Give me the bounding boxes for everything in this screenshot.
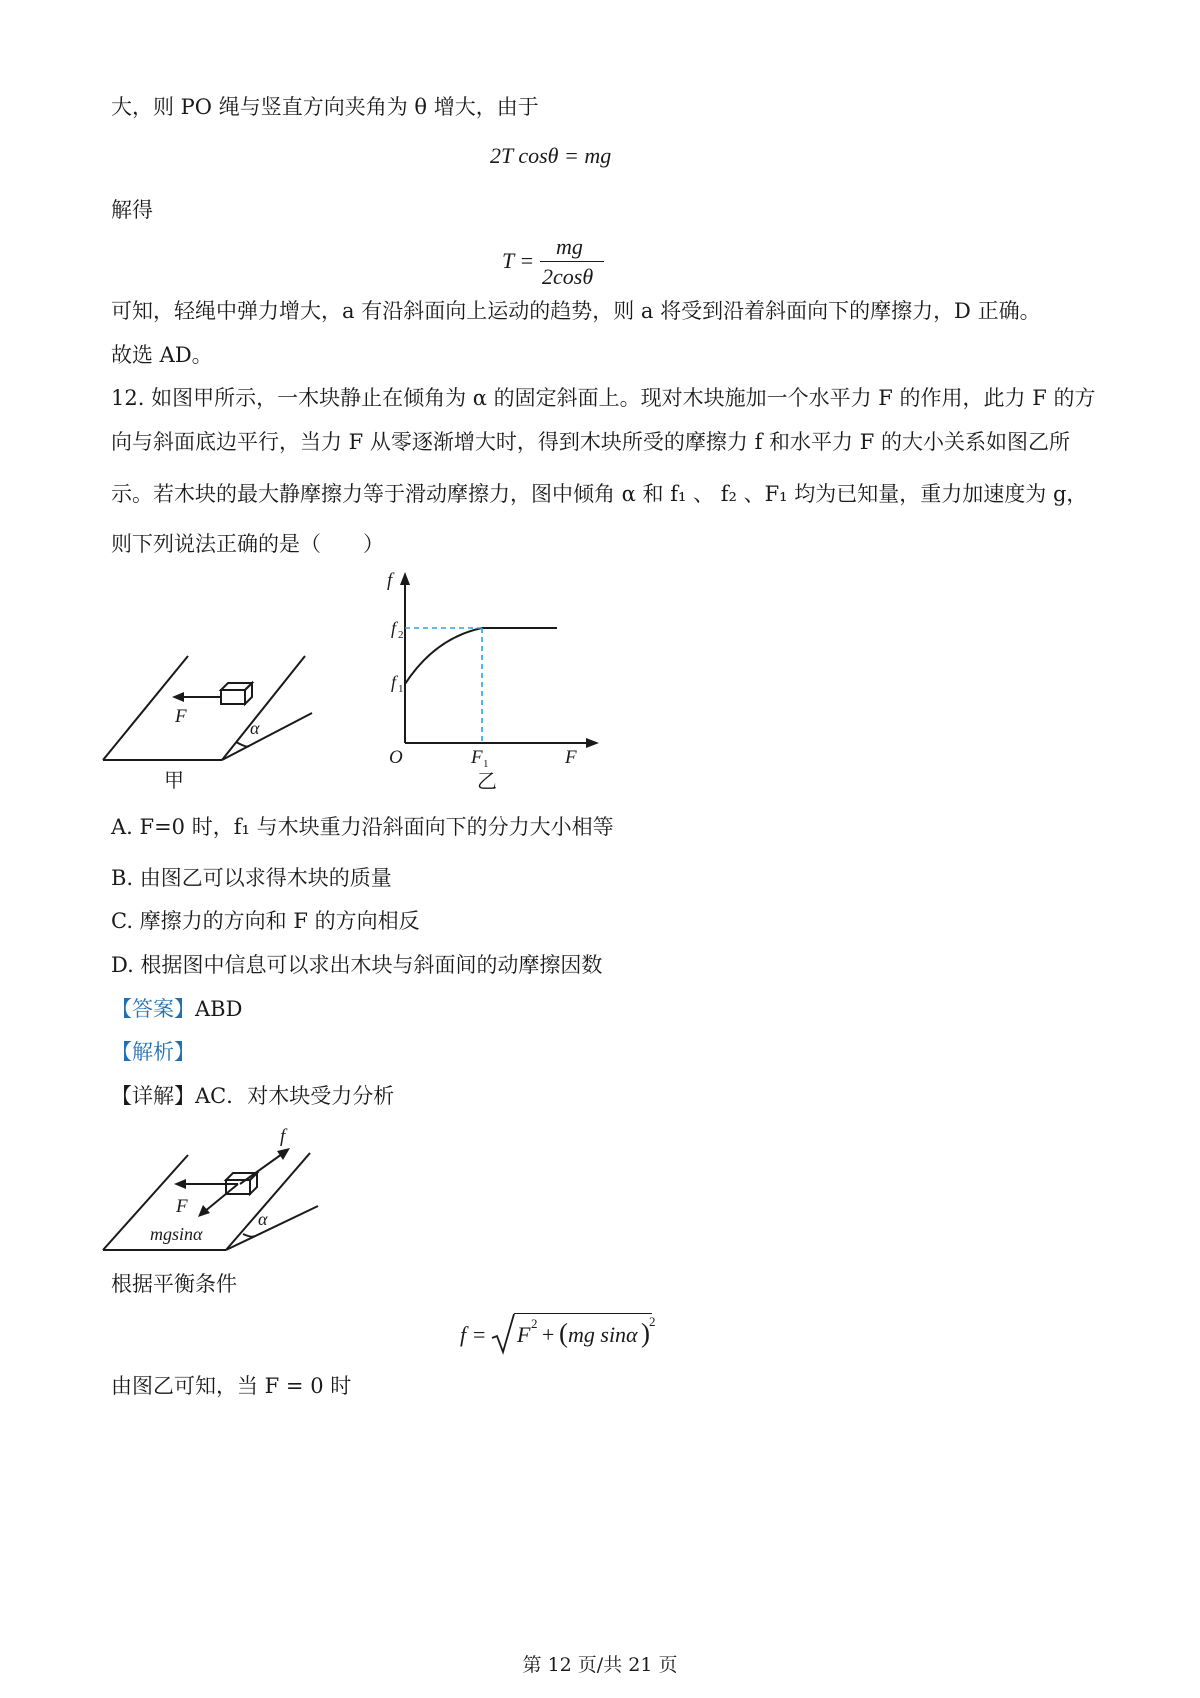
answer-tag: 【答案】 xyxy=(111,997,195,1021)
y-axis-label: f xyxy=(387,570,393,591)
force-F-arrowhead xyxy=(174,1179,186,1189)
figure-jia xyxy=(100,640,340,805)
analysis-tag: 【解析】 xyxy=(111,1040,195,1064)
angle-arc xyxy=(236,742,249,747)
angle-label: α xyxy=(250,718,260,738)
option-b: B. 由图乙可以求得木块的质量 xyxy=(111,866,392,890)
question-line: 则下列说法正确的是（ ） xyxy=(111,532,384,556)
f1-tick-sub: 1 xyxy=(398,683,404,695)
ground-line xyxy=(222,713,312,760)
figure-caption-jia: 甲 xyxy=(164,770,184,792)
eq-open-paren: ( xyxy=(559,1318,568,1348)
eq-paren-exponent: 2 xyxy=(649,1314,656,1329)
eq-plus: + xyxy=(542,1322,555,1347)
friction-label: f xyxy=(280,1126,286,1147)
question-line: 向与斜面底边平行，当力 F 从零逐渐增大时，得到木块所受的摩擦力 f 和水平力 F 的大小关系如图乙所 xyxy=(111,430,1070,454)
sqrt-bar xyxy=(514,1313,652,1314)
eq-F-exponent: 2 xyxy=(531,1316,538,1331)
question-line: 12. 如图甲所示，一木块静止在倾角为 α 的固定斜面上。现对木块施加一个水平力 F 的作用，此力 F 的方 xyxy=(111,386,1096,410)
analysis-line xyxy=(111,1038,195,1066)
prev-solution-line: 大，则 PO 绳与竖直方向夹角为 θ 增大，由于 xyxy=(111,95,539,119)
figure-caption-yi: 乙 xyxy=(477,771,497,793)
option-c: C. 摩擦力的方向和 F 的方向相反 xyxy=(111,909,420,933)
fraction-bar xyxy=(540,261,604,262)
option-a: A. F=0 时，f₁ 与木块重力沿斜面向下的分力大小相等 xyxy=(111,815,614,839)
prev-choice: 故选 AD。 xyxy=(111,343,213,367)
wood-block xyxy=(221,683,252,704)
x-arrowhead xyxy=(586,738,599,748)
eq-F: F xyxy=(517,1322,531,1347)
gravity-component-arrowhead xyxy=(198,1205,210,1217)
equation-tension-balance: 2T cosθ = mg xyxy=(490,143,612,168)
F1-tick-label: F xyxy=(471,747,483,768)
f1-tick-label: f xyxy=(391,672,397,692)
x-axis-label: F xyxy=(565,747,577,768)
detail-tag: 【详解】 xyxy=(111,1084,195,1108)
eq-f: f = xyxy=(460,1322,487,1347)
friction-arrowhead xyxy=(277,1148,290,1160)
F1-tick-sub: 1 xyxy=(483,758,489,770)
detail-text: AC．对木块受力分析 xyxy=(195,1084,395,1108)
answer-line xyxy=(111,995,242,1023)
eq-mgsin: mg sinα xyxy=(568,1322,638,1347)
equation-friction xyxy=(460,1312,700,1356)
gravity-component-label: mgsinα xyxy=(150,1224,203,1244)
solve-label: 解得 xyxy=(111,198,153,222)
figure-yi xyxy=(385,568,625,808)
force-arrowhead xyxy=(172,692,184,702)
force-diagram xyxy=(100,1120,340,1260)
eq-numerator: mg xyxy=(556,234,583,259)
detail-line xyxy=(111,1082,394,1110)
incline-right-edge xyxy=(226,1153,310,1250)
question-line: 示。若木块的最大静摩擦力等于滑动摩擦力，图中倾角 α 和 f₁ 、 f₂ 、F₁ 均为已知量，重力加速度为 g， xyxy=(111,482,1088,506)
angle-arc xyxy=(243,1234,254,1237)
friction-curve xyxy=(405,628,557,684)
friction-arrow xyxy=(240,1154,282,1184)
eq-close-paren: ) xyxy=(641,1318,650,1348)
y-arrowhead xyxy=(400,572,410,585)
balance-label: 根据平衡条件 xyxy=(111,1272,237,1296)
prev-conclusion: 可知，轻绳中弹力增大，a 有沿斜面向上运动的趋势，则 a 将受到沿着斜面向下的摩擦力，D 正确。 xyxy=(111,299,1041,323)
equation-friction-text xyxy=(0,0,1,1)
force-label: F xyxy=(175,706,187,727)
eq-lhs: T = xyxy=(502,248,535,273)
eq-denominator: 2cosθ xyxy=(542,264,594,289)
sqrt-sign xyxy=(490,1312,516,1356)
gravity-component-arrow xyxy=(204,1184,238,1212)
page-footer: 第 12 页/共 21 页 xyxy=(522,1654,678,1676)
f2-tick-label: f xyxy=(391,618,397,638)
origin-label: O xyxy=(389,747,403,768)
f2-tick-sub: 2 xyxy=(398,629,404,641)
ground-line xyxy=(226,1206,318,1250)
tail-line: 由图乙可知，当 F = 0 时 xyxy=(111,1374,352,1398)
incline-right-edge xyxy=(222,656,305,760)
answer-value: ABD xyxy=(195,997,243,1021)
angle-label: α xyxy=(258,1209,268,1229)
option-d: D. 根据图中信息可以求出木块与斜面间的动摩擦因数 xyxy=(111,953,603,977)
force-F-label: F xyxy=(176,1196,188,1217)
